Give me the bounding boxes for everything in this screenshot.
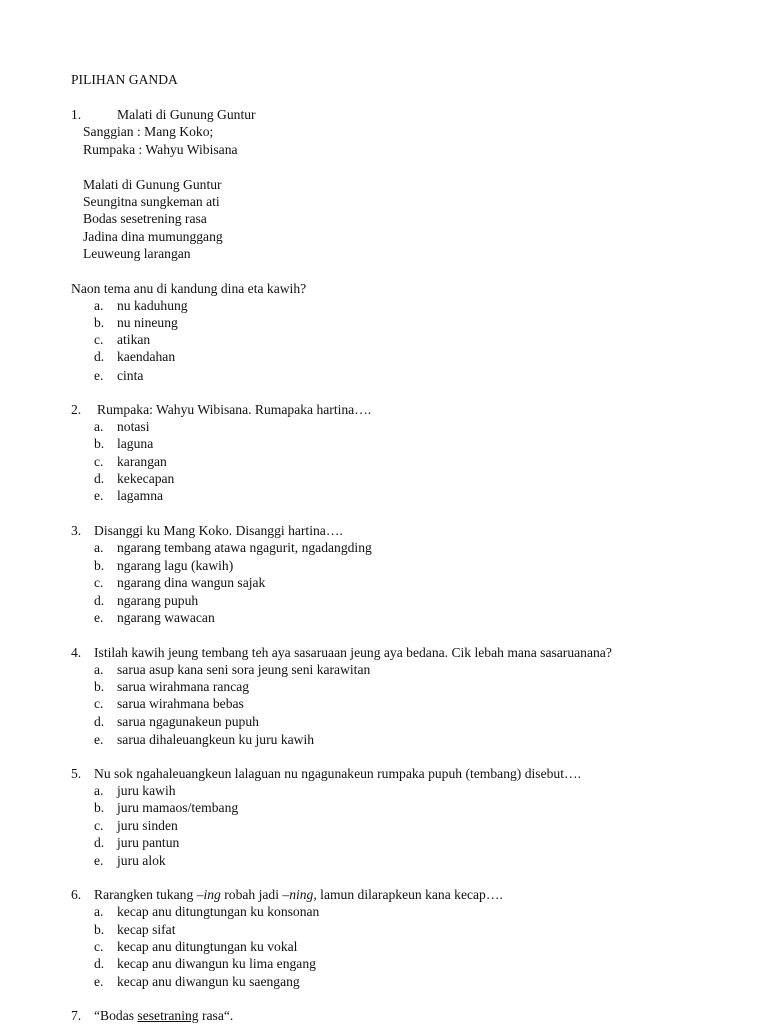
option-letter: b.	[94, 315, 105, 330]
option-letter: e.	[94, 610, 104, 625]
q1-song-title: Malati di Gunung Guntur	[117, 107, 256, 122]
option-letter: c.	[94, 939, 104, 954]
option-text: sarua wirahmana rancag	[117, 679, 250, 694]
q1-number: 1.	[71, 107, 82, 122]
q3-question: Disanggi ku Mang Koko. Disanggi hartina….	[94, 523, 343, 538]
q7-question-part: rasa“.	[198, 1008, 234, 1023]
q5-number: 5.	[71, 766, 82, 781]
option-text: nu kaduhung	[117, 298, 188, 313]
option-text: ngarang lagu (kawih)	[117, 558, 234, 573]
q6-question-part: lamun dilarapkeun kana kecap….	[316, 887, 503, 902]
option-letter: b.	[94, 679, 105, 694]
q6-question-part: Rarangken tukang	[94, 887, 197, 902]
option-text: nu nineung	[117, 315, 178, 330]
option-letter: e.	[94, 488, 104, 503]
option-text: kecap anu ditungtungan ku konsonan	[117, 904, 320, 919]
q6-question-part: robah jadi	[220, 887, 283, 902]
option-text: juru mamaos/tembang	[117, 800, 239, 815]
q1-sanggian: Sanggian : Mang Koko;	[83, 124, 214, 139]
option-letter: d.	[94, 956, 105, 971]
option-text: juru kawih	[117, 783, 176, 798]
option-letter: a.	[94, 540, 104, 555]
option-text: kekecapan	[117, 471, 175, 486]
q1-question: Naon tema anu di kandung dina eta kawih?	[71, 281, 307, 296]
q4-number: 4.	[71, 645, 82, 660]
option-letter: a.	[94, 783, 104, 798]
q1-rumpaka: Rumpaka : Wahyu Wibisana	[83, 142, 238, 157]
option-text: ngarang wawacan	[117, 610, 215, 625]
q6-suffix-ning: –ning,	[282, 887, 317, 902]
option-text: kecap anu diwangun ku lima engang	[117, 956, 316, 971]
option-text: cinta	[117, 368, 144, 383]
option-text: ngarang dina wangun sajak	[117, 575, 266, 590]
option-letter: e.	[94, 732, 104, 747]
option-text: notasi	[117, 419, 150, 434]
option-text: kaendahan	[117, 349, 176, 364]
option-letter: b.	[94, 436, 105, 451]
option-letter: a.	[94, 419, 104, 434]
option-text: ngarang pupuh	[117, 593, 199, 608]
poem-line: Leuweung larangan	[83, 246, 191, 261]
option-text: ngarang tembang atawa ngagurit, ngadangding	[117, 540, 372, 555]
option-text: sarua dihaleuangkeun ku juru kawih	[117, 732, 315, 747]
q6-number: 6.	[71, 887, 82, 902]
section-heading: PILIHAN GANDA	[71, 72, 178, 87]
q7-question-part: “Bodas	[94, 1008, 138, 1023]
option-letter: c.	[94, 575, 104, 590]
poem-line: Malati di Gunung Guntur	[83, 177, 222, 192]
option-letter: d.	[94, 471, 105, 486]
option-letter: d.	[94, 714, 105, 729]
option-text: juru sinden	[117, 818, 178, 833]
q6-suffix-ing: –ing	[196, 887, 221, 902]
option-letter: d.	[94, 349, 105, 364]
option-text: atikan	[117, 332, 151, 347]
option-text: sarua asup kana seni sora jeung seni karawitan	[117, 662, 371, 677]
option-text: karangan	[117, 454, 167, 469]
option-letter: c.	[94, 818, 104, 833]
q7-question	[94, 1007, 233, 1024]
option-text: sarua wirahmana bebas	[117, 696, 244, 711]
q3-number: 3.	[71, 523, 82, 538]
q7-number: 7.	[71, 1008, 82, 1023]
option-text: juru alok	[117, 853, 166, 868]
option-letter: c.	[94, 696, 104, 711]
option-letter: e.	[94, 368, 104, 383]
q2-question: Rumpaka: Wahyu Wibisana. Rumapaka hartina….	[97, 402, 372, 417]
option-letter: b.	[94, 558, 105, 573]
option-letter: d.	[94, 593, 105, 608]
option-text: kecap anu ditungtungan ku vokal	[117, 939, 298, 954]
option-text: kecap sifat	[117, 922, 176, 937]
option-text: juru pantun	[117, 835, 180, 850]
option-letter: b.	[94, 800, 105, 815]
q7-underlined-word: sesetraning	[137, 1008, 199, 1023]
option-letter: a.	[94, 904, 104, 919]
option-text: laguna	[117, 436, 154, 451]
q6-question	[94, 886, 503, 903]
option-letter: a.	[94, 662, 104, 677]
option-text: lagamna	[117, 488, 164, 503]
poem-line: Jadina dina mumunggang	[83, 229, 223, 244]
q5-question: Nu sok ngahaleuangkeun lalaguan nu ngagunakeun rumpaka pupuh (tembang) disebut….	[94, 766, 581, 781]
poem-line: Bodas sesetrening rasa	[83, 211, 207, 226]
option-letter: b.	[94, 922, 105, 937]
option-letter: d.	[94, 835, 105, 850]
option-letter: c.	[94, 332, 104, 347]
option-letter: e.	[94, 974, 104, 989]
option-letter: a.	[94, 298, 104, 313]
q2-number: 2.	[71, 402, 82, 417]
option-letter: e.	[94, 853, 104, 868]
q4-question: Istilah kawih jeung tembang teh aya sasaruaan jeung aya bedana. Cik lebah mana sasaruanana?	[94, 645, 612, 660]
option-text: sarua ngagunakeun pupuh	[117, 714, 259, 729]
option-letter: c.	[94, 454, 104, 469]
poem-line: Seungitna sungkeman ati	[83, 194, 220, 209]
option-text: kecap anu diwangun ku saengang	[117, 974, 300, 989]
